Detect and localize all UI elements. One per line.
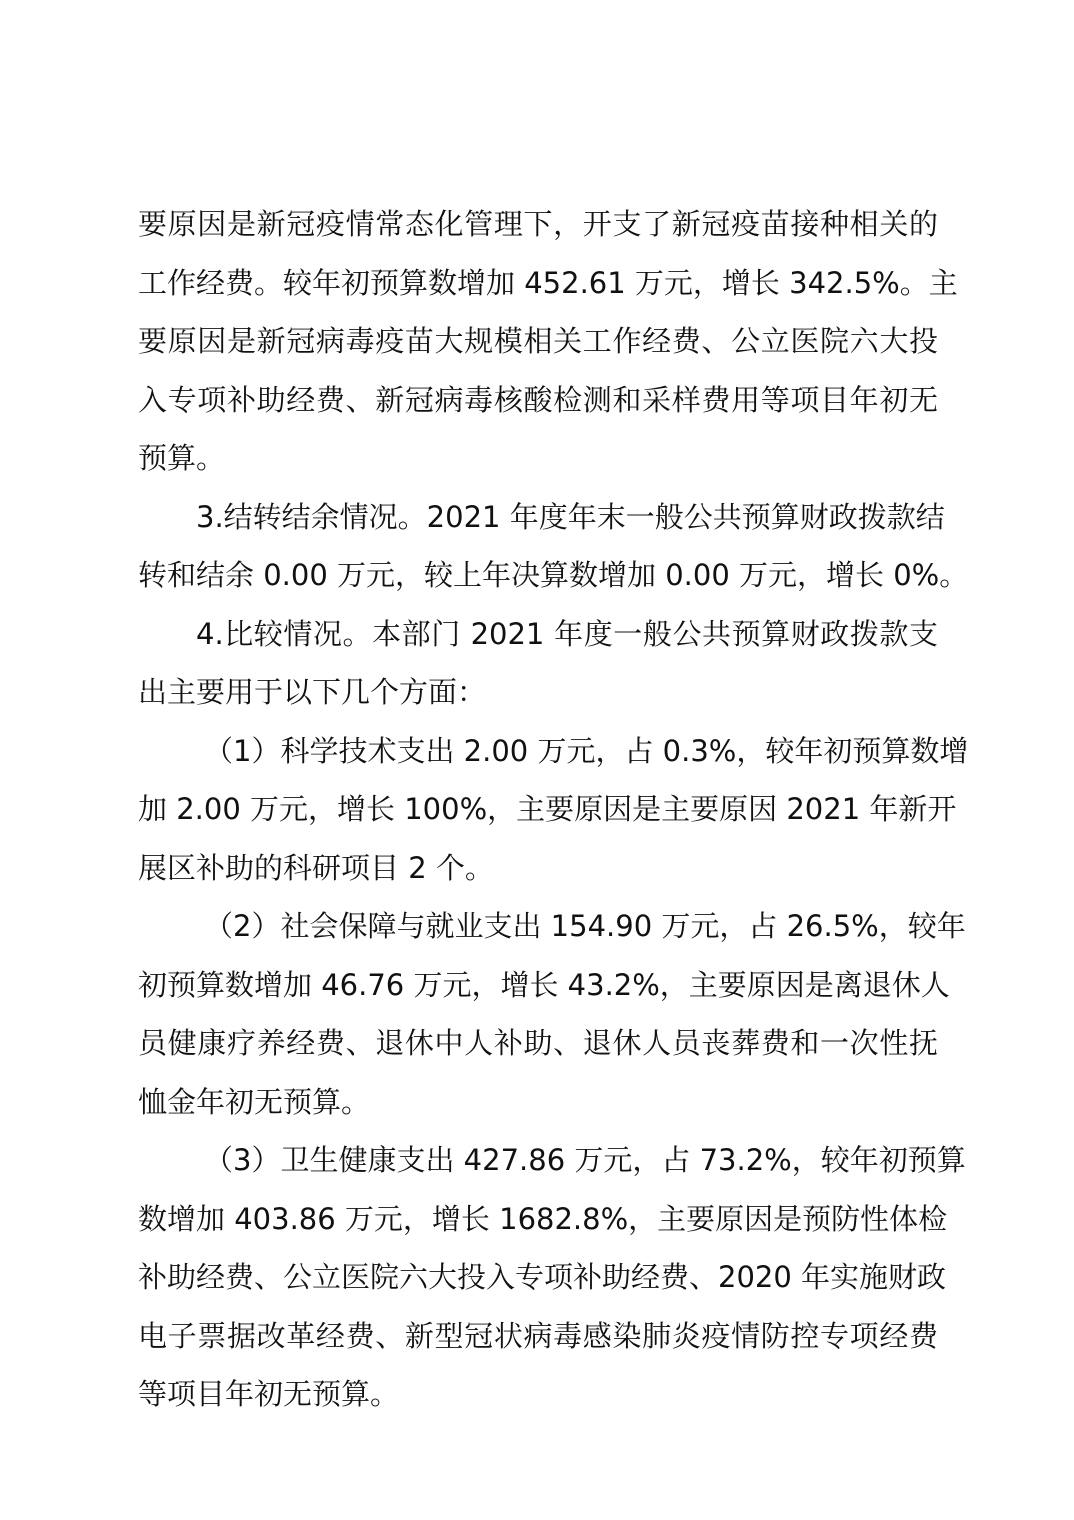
document-body <box>138 195 969 1424</box>
text-line: 电子票据改革经费、新型冠状病毒感染肺炎疫情防控专项经费 <box>138 1318 938 1353</box>
text-line: 工作经费。较年初预算数增加 452.61 万元，增长 342.5%。主 <box>138 265 958 300</box>
text-line: 员健康疗养经费、退休中人补助、退休人员丧葬费和一次性抚 <box>138 1026 938 1060</box>
text-line: 要原因是新冠疫情常态化管理下，开支了新冠疫苗接种相关的 <box>138 207 938 241</box>
text-line: 初预算数增加 46.76 万元，增长 43.2%，主要原因是离退休人 <box>138 967 950 1002</box>
text-line: （1）科学技术支出 2.00 万元，占 0.3%，较年初预算数增 <box>204 733 969 768</box>
text-line: 展区补助的科研项目 2 个。 <box>138 850 494 885</box>
text-line: 4.比较情况。本部门 2021 年度一般公共预算财政拨款支 <box>196 616 938 651</box>
text-line: （2）社会保障与就业支出 154.90 万元，占 26.5%，较年 <box>204 909 966 943</box>
text-line: 加 2.00 万元，增长 100%，主要原因是主要原因 2021 年新开 <box>138 792 957 826</box>
text-line: 转和结余 0.00 万元，较上年决算数增加 0.00 万元，增长 0%。 <box>138 558 969 592</box>
text-line: 数增加 403.86 万元，增长 1682.8%，主要原因是预防性体检 <box>138 1201 948 1236</box>
text-line: 入专项补助经费、新冠病毒核酸检测和采样费用等项目年初无 <box>138 382 938 417</box>
text-line: （3）卫生健康支出 427.86 万元，占 73.2%，较年初预算 <box>204 1143 966 1177</box>
text-line: 要原因是新冠病毒疫苗大规模相关工作经费、公立医院六大投 <box>138 324 938 358</box>
text-line: 3.结转结余情况。2021 年度年末一般公共预算财政拨款结 <box>196 499 945 534</box>
text-line: 等项目年初无预算。 <box>138 1377 400 1411</box>
text-line: 恤金年初无预算。 <box>138 1084 371 1119</box>
text-line: 出主要用于以下几个方面： <box>138 675 487 709</box>
text-line: 补助经费、公立医院六大投入专项补助经费、2020 年实施财政 <box>138 1260 947 1294</box>
text-line: 预算。 <box>138 441 226 475</box>
